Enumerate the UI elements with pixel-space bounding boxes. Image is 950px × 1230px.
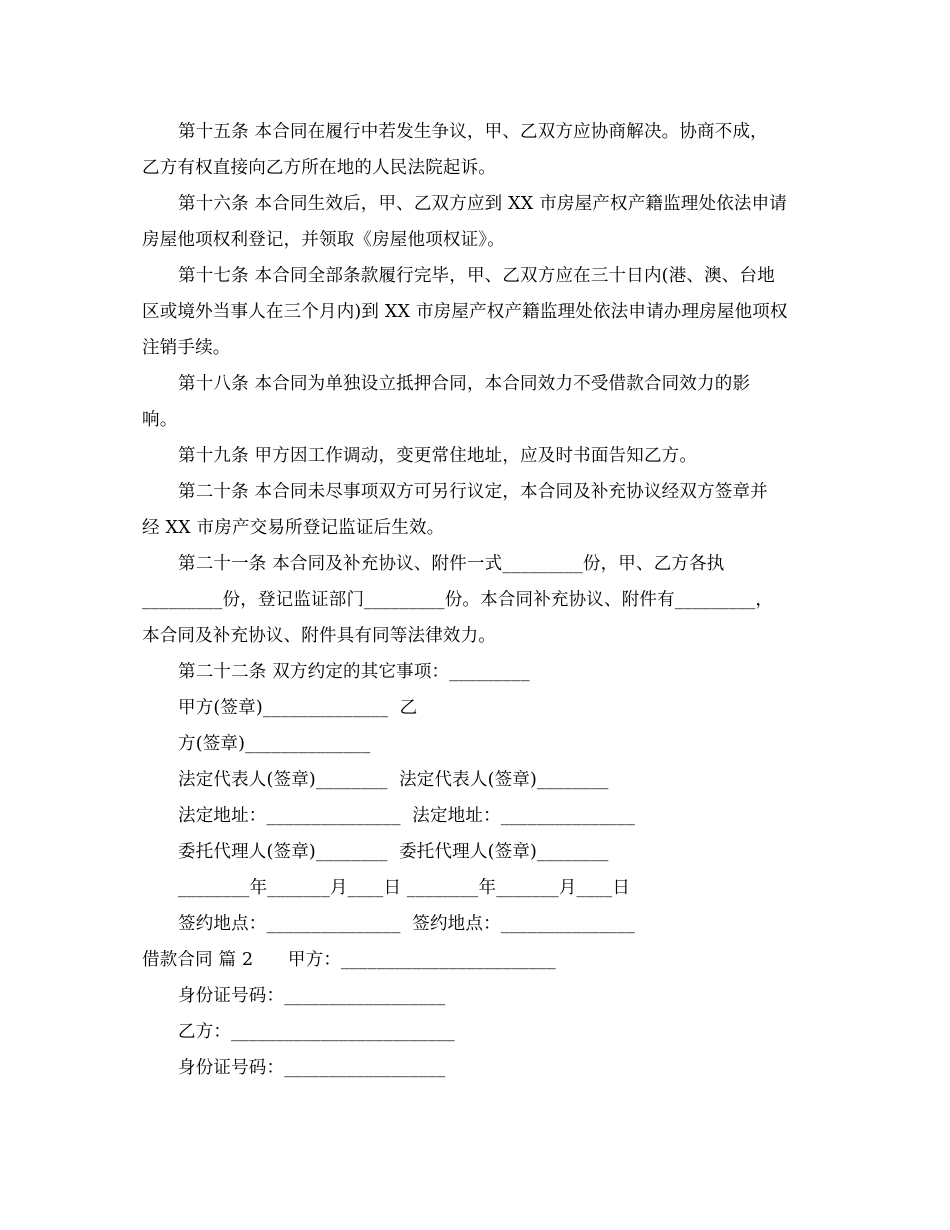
clause-21-line-1: 第二十一条 本合同及补充协议、附件一式_________份，甲、乙方各执 (178, 554, 725, 574)
clause-17-line-2: 区或境外当事人在三个月内)到 XX 市房屋产权产籍监理处依法申请办理房屋他项权 (142, 302, 788, 322)
party-b-id-line: 身份证号码：__________________ (178, 1058, 446, 1078)
party-b-signature-line: 方(签章)______________ (178, 734, 371, 754)
clause-20-line-2: 经 XX 市房产交易所登记监证后生效。 (142, 518, 445, 538)
clause-17-line-3: 注销手续。 (142, 338, 231, 358)
party-b-line: 乙方：_________________________ (178, 1022, 455, 1042)
signing-place-line: 签约地点：_______________ 签约地点：_______________ (178, 914, 636, 934)
authorized-agent-line: 委托代理人(签章)________ 委托代理人(签章)________ (178, 842, 609, 862)
clause-15-line-1: 第十五条 本合同在履行中若发生争议，甲、乙双方应协商解决。协商不成， (178, 122, 768, 142)
clause-16-line-2: 房屋他项权利登记，并领取《房屋他项权证》。 (142, 230, 505, 250)
clause-19-line-1: 第十九条 甲方因工作调动，变更常住地址，应及时书面告知乙方。 (178, 446, 698, 466)
legal-representative-line: 法定代表人(签章)________ 法定代表人(签章)________ (178, 770, 609, 790)
legal-address-line: 法定地址：_______________ 法定地址：_______________ (178, 806, 636, 826)
party-a-id-line: 身份证号码：__________________ (178, 986, 446, 1006)
clause-21-line-2: _________份，登记监证部门_________份。本合同补充协议、附件有_________， (142, 590, 774, 610)
clause-17-line-1: 第十七条 本合同全部条款履行完毕，甲、乙双方应在三十日内(港、澳、台地 (178, 266, 775, 286)
clause-20-line-1: 第二十条 本合同未尽事项双方可另行议定，本合同及补充协议经双方签章并 (178, 482, 768, 502)
clause-15-line-2: 乙方有权直接向乙方所在地的人民法院起诉。 (142, 158, 496, 178)
party-a-signature-line: 甲方(签章)______________ 乙 (178, 698, 418, 718)
clause-18-line-1: 第十八条 本合同为单独设立抵押合同，本合同效力不受借款合同效力的影 (178, 374, 751, 394)
clause-21-line-3: 本合同及补充协议、附件具有同等法律效力。 (142, 626, 496, 646)
clause-16-line-1: 第十六条 本合同生效后，甲、乙双方应到 XX 市房屋产权产籍监理处依法申请 (178, 194, 788, 214)
loan-contract-2-party-a-line: 借款合同 篇 2 甲方：________________________ (142, 950, 556, 970)
clause-18-line-2: 响。 (142, 410, 178, 430)
date-line: ________年_______月____日 ________年_______月____日 (178, 878, 631, 898)
clause-22-line-1: 第二十二条 双方约定的其它事项：_________ (178, 662, 530, 682)
